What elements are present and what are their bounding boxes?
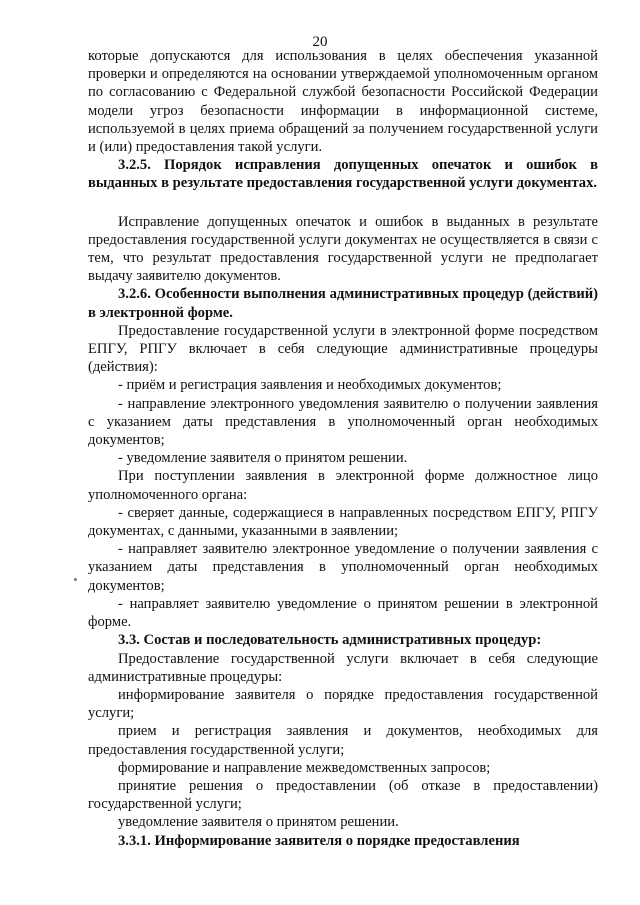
paragraph: При поступлении заявления в электронной форме должностное лицо уполномоченного органа: [88,468,598,503]
paragraph: - приём и регистрация заявления и необходимых документов; [118,377,502,394]
paragraph: информирование заявителя о порядке предоставления государственной услуги; [88,686,598,722]
paragraph: - направляет заявителю уведомление о принятом решении в электронной форме. [88,595,598,631]
paragraph: - направляет заявителю электронное уведомление о получении заявления с указанием даты представления в уполномоченный орган необходимых документов; [88,541,598,594]
section-heading: 3.2.6. Особенности выполнения административных процедур (действий) в электронной форме. [88,286,598,321]
paragraph: Предоставление государственной услуги в электронной форме посредством ЕПГУ, РПГУ включает в себя следующие административные процедуры (действия): [88,322,598,376]
paragraph-spacer [88,193,598,213]
paragraph: уведомление заявителя о принятом решении. [118,814,399,831]
section-heading: 3.3. Состав и последовательность административных процедур: [118,632,542,649]
section-heading: 3.2.5. Порядок исправления допущенных опечаток и ошибок в выданных в результате предоставления государственной услуги документах. [88,157,598,192]
paragraph: которые допускаются для использования в целях обеспечения указанной проверки и определяются на основании утверждаемой уполномоченным органом по согласованию с Федеральной службой безопасности Российской Федерации модели угроз безопасности информации в информационной системе, используемой в целях приема обращений за получением государственной услуги и (или) предоставления такой услуги. [88,48,598,156]
paragraph: - направление электронного уведомления заявителю о получении заявления с указанием даты представления в уполномоченный орган необходимых документов; [88,395,598,449]
paragraph: - сверяет данные, содержащиеся в направленных посредством ЕПГУ, РПГУ документах, с данными, указанными в заявлении; [88,504,598,540]
scan-mark [74,578,77,581]
page-number: 20 [312,34,328,50]
paragraph: формирование и направление межведомственных запросов; [118,759,491,776]
document-body [88,47,598,850]
paragraph: Предоставление государственной услуги включает в себя следующие административные процедуры: [88,650,598,685]
paragraph: Исправление допущенных опечаток и ошибок в выданных в результате предоставления государственной услуги документах не осуществляется в связи с тем, что результат предоставления государственной услуги не предполагает выдачу заявителю документов. [88,213,598,285]
paragraph: - уведомление заявителя о принятом решении. [118,450,408,467]
paragraph: принятие решения о предоставлении (об отказе в предоставлении) государственной услуги; [88,777,598,813]
paragraph: прием и регистрация заявления и документов, необходимых для предоставления государственной услуги; [88,723,598,758]
section-heading: 3.3.1. Информирование заявителя о порядке предоставления [118,832,520,849]
